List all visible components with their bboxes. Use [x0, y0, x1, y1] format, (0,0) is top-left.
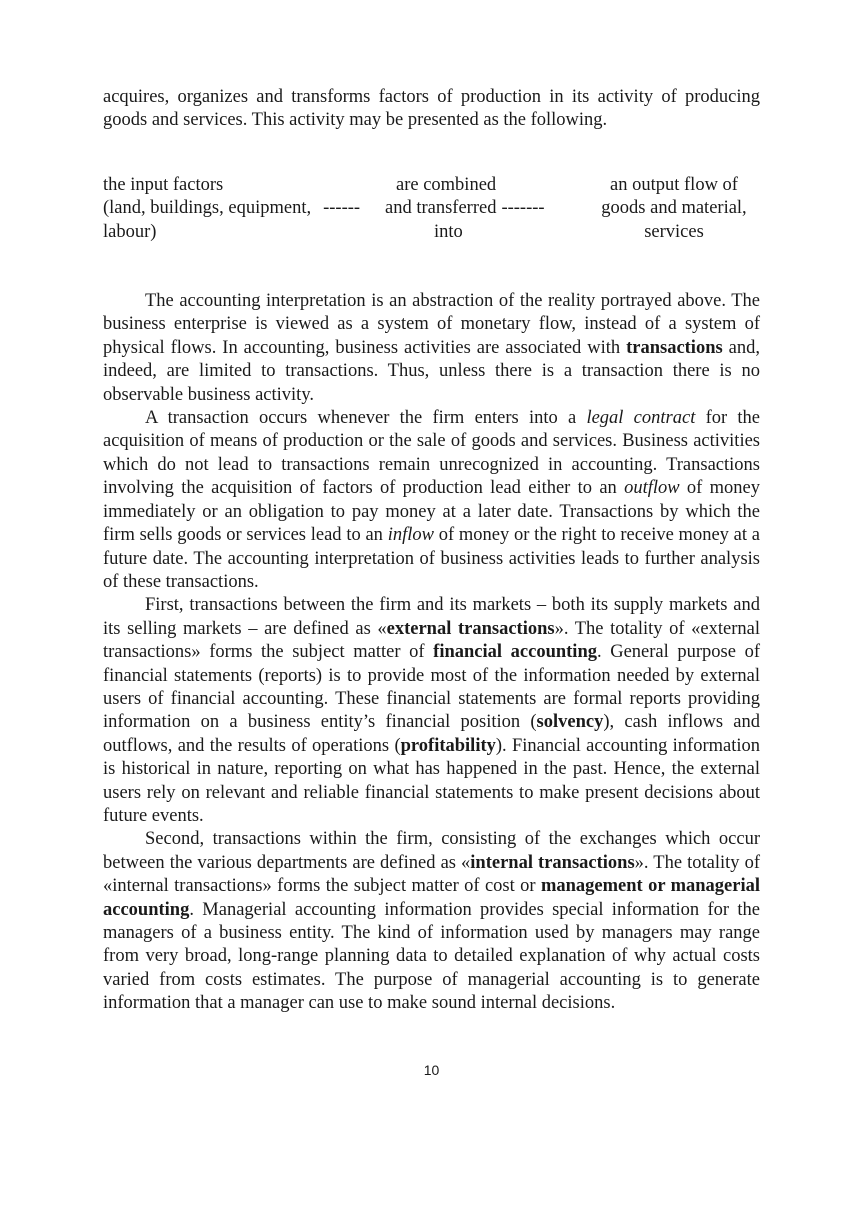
italic-term: legal contract	[586, 408, 696, 429]
body-paragraph	[103, 290, 760, 407]
text-segment: ». The totality of «external transactions» forms the subject matter of	[103, 618, 760, 663]
text-segment: Second, transactions within the firm, consisting of the exchanges which occur between the various departments are defined as «	[103, 829, 760, 873]
body-paragraph	[103, 407, 760, 594]
text-segment: of money immediately or an obligation to pay money at a later date. Transactions by which the firm sells goods or services lead to an	[103, 478, 760, 546]
bold-term: internal transactions	[470, 852, 635, 873]
output-block	[588, 174, 760, 244]
text-segment: . General purpose of financial statements (reports) is to provide most of the information needed by external users of financial accounting. These financial statements are formal reports providing information on a business entity’s financial position (	[103, 642, 760, 733]
output-line: services	[644, 221, 704, 242]
output-line: an output flow of	[610, 174, 738, 195]
arrow-dashes-2: -------	[501, 198, 545, 219]
middle-line: are combined	[396, 174, 497, 195]
transformation-block	[385, 174, 588, 244]
input-factors-block	[103, 174, 385, 244]
bold-term: transactions	[626, 337, 723, 358]
italic-term: inflow	[387, 525, 434, 546]
text-segment: ». The totality of «internal transactions» forms the subject matter of cost or	[103, 852, 760, 897]
text-segment: for the acquisition of means of production or the sale of goods and services. Business activities which do not lead to transactions remain unrecognized in accounting. Transactions involving the acquisition of factors of production lead either to an	[103, 408, 760, 499]
body-paragraph	[103, 594, 760, 828]
text-segment: and, indeed, are limited to transactions. Thus, unless there is a transaction there is no observable business activity.	[103, 337, 760, 405]
text-segment: ). Financial accounting information is historical in nature, reporting on what has happened in the past. Hence, the external users rely on relevant and reliable financial statements to make present decisions about future events.	[103, 735, 761, 826]
input-line: labour)	[103, 221, 157, 242]
text-segment: . Managerial accounting information provides special information for the managers of a business entity. The kind of information used by managers may range from very broad, long-range planning data to detailed explanation of why actual costs varied from costs estimates. The purpose of managerial accounting is to generate information that a manager can use to make sound internal decisions.	[103, 899, 760, 1014]
input-line	[103, 197, 385, 220]
text-segment: The accounting interpretation is an abstraction of the reality portrayed above. The business enterprise is viewed as a system of monetary flow, instead of a system of physical flows. In accounting, business activities are associated with	[103, 291, 760, 358]
middle-line	[385, 197, 588, 220]
italic-term: outflow	[624, 478, 680, 499]
bold-term: management or managerial accounting	[103, 876, 761, 920]
production-flow-diagram	[103, 174, 760, 244]
input-line: the input factors	[103, 174, 224, 195]
page-number: 10	[423, 1061, 440, 1078]
intro-paragraph: acquires, organizes and transforms factors of production in its activity of producing goods and services. This activity may be presented as the following.	[103, 87, 760, 131]
input-line-text: (land, buildings, equipment,	[103, 198, 312, 219]
text-segment: of money or the right to receive money at a future date. The accounting interpretation of business activities leads to further analysis of these transactions.	[103, 525, 760, 592]
body-paragraph	[103, 828, 760, 1015]
text-segment: A transaction occurs whenever the firm enters into a	[145, 408, 587, 429]
bold-term: external transactions	[386, 618, 555, 639]
output-line: goods and material,	[601, 198, 747, 219]
text-segment: ), cash inflows and outflows, and the results of operations (	[103, 712, 761, 756]
bold-term: profitability	[400, 735, 496, 756]
text-segment: First, transactions between the firm and its markets – both its supply markets and its selling markets – are defined as «	[103, 595, 760, 639]
arrow-dashes-1: ------	[323, 198, 361, 219]
middle-line: into	[434, 221, 463, 242]
bold-term: solvency	[536, 712, 604, 733]
body-text	[103, 290, 760, 1016]
bold-term: financial accounting	[433, 642, 597, 663]
middle-line-text: and transferred	[385, 198, 497, 219]
